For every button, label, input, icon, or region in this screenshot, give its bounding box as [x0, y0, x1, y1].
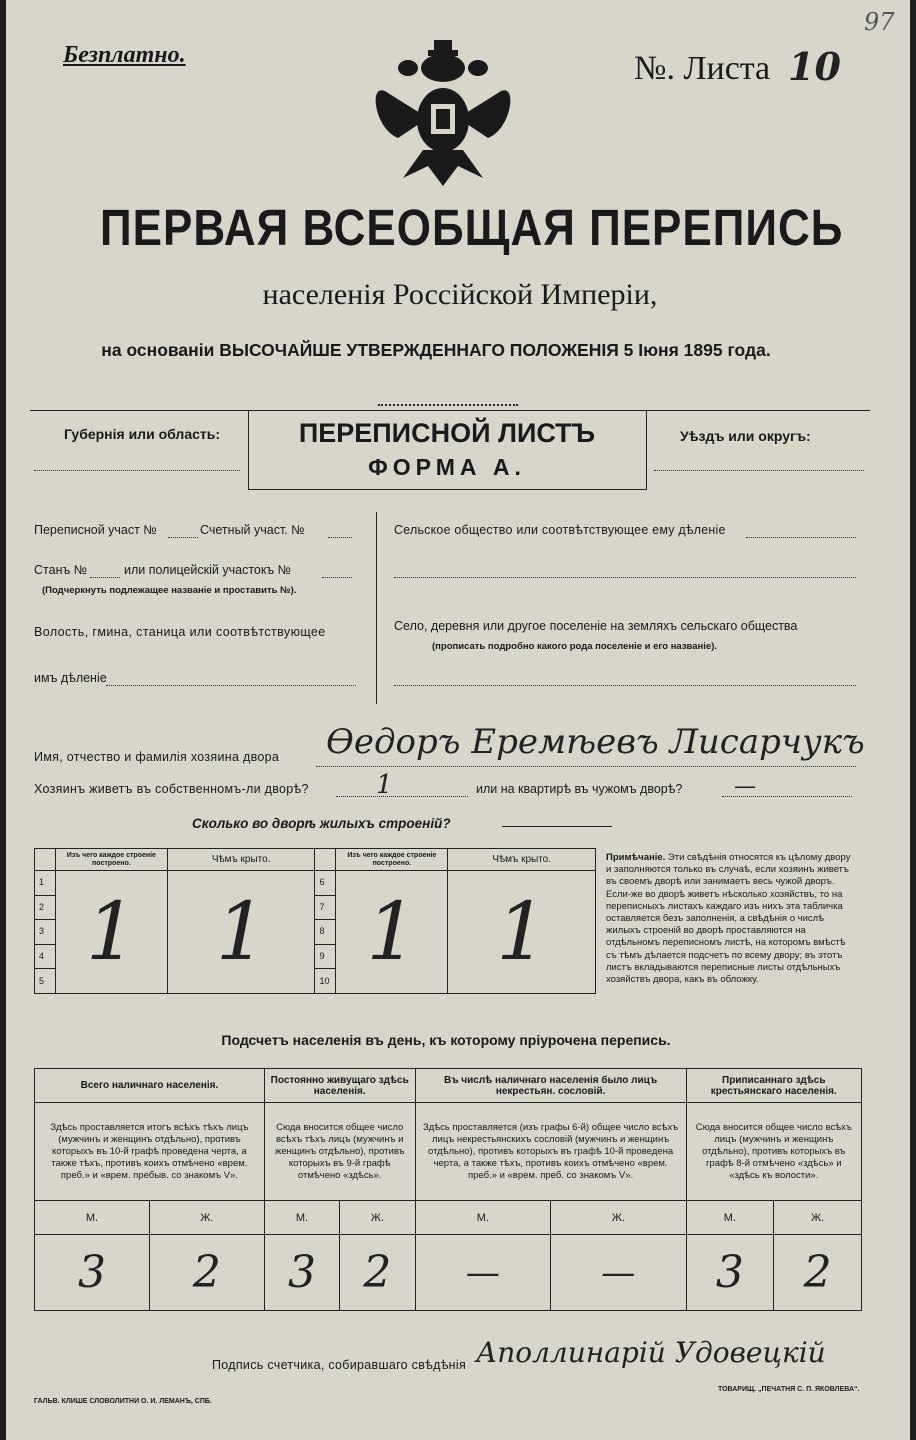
col-material-header-right: Изъ чего каждое строеніе построено. [336, 849, 448, 871]
pop-col-2-desc: Сюда вносится общее число всѣхъ тѣхъ лицъ (мужчинъ и женщинъ отдѣльно), противъ которыхъ въ 9-й графѣ отмѣчено «здѣсь». [264, 1103, 415, 1201]
signature-label: Подпись счетчика, собиравшаго свѣдѣнія [212, 1358, 467, 1372]
female-header: Ж. [774, 1201, 862, 1235]
census-district-field[interactable] [168, 537, 198, 538]
police-label: или полицейскій участокъ № [124, 563, 292, 577]
male-header: М. [35, 1201, 150, 1235]
sheet-number-value: 10 [788, 44, 841, 89]
gubernia-label: Губернія или область: [64, 426, 221, 442]
village-field[interactable] [394, 685, 856, 686]
village-label: Село, деревня или другое поселеніе на земляхъ сельскаго общества [394, 619, 798, 633]
building-1-roof: 1 [215, 885, 267, 978]
female-header: Ж. [551, 1201, 686, 1235]
row-number: 6 [315, 871, 336, 896]
pop-col-1-header: Всего наличнаго населенія. [35, 1069, 265, 1103]
row-number: 3 [35, 920, 56, 945]
pop-col-3-male[interactable]: — [415, 1235, 550, 1311]
note-title: Примѣчаніе. [606, 852, 666, 863]
form-title: ПЕРЕПИСНОЙ ЛИСТЪ [298, 418, 596, 448]
own-yard-value: 1 [376, 770, 393, 800]
pop-col-4-male[interactable]: 3 [686, 1235, 774, 1311]
col-roof-header-right: Чѣмъ крыто. [448, 849, 596, 871]
double-headed-eagle-emblem [368, 38, 518, 188]
basis-line: на основаніи ВЫСОЧАЙШЕ УТВЕРЖДЕННАГО ПОЛОЖЕНІЯ 5 Іюня 1895 года. [101, 340, 771, 360]
volost-field[interactable] [106, 685, 356, 686]
village-society-label: Сельское общество или соотвѣтствующее ему дѣленіе [394, 523, 726, 537]
sheet-number-label: №. Листа [634, 50, 771, 87]
stan-label: Станъ № [34, 563, 88, 577]
pop-col-1-female[interactable]: 2 [149, 1235, 264, 1311]
stan-field[interactable] [90, 577, 120, 578]
building-2-material: 1 [366, 885, 418, 978]
population-table [34, 1068, 862, 1311]
form-letter: ФОРМА А. [368, 454, 526, 480]
pop-col-4-header: Приписаннаго здѣсь крестьянскаго населенія. [686, 1069, 861, 1103]
building-2-roof: 1 [496, 885, 548, 978]
left-fields [6, 515, 376, 700]
owner-name-label: Имя, отчество и фамилія хозяина двора [34, 750, 280, 764]
row-number: 2 [35, 895, 56, 920]
building-1-material: 1 [85, 885, 137, 978]
col-roof-header: Чѣмъ крыто. [167, 849, 315, 871]
footer-left: ГАЛЬВ. КЛИШЕ СЛОВОЛИТНИ О. И. ЛЕМАНЪ, СПБ. [34, 1398, 212, 1405]
col-material-header: Изъ чего каждое строеніе построено. [55, 849, 167, 871]
pop-col-3-female[interactable]: — [551, 1235, 686, 1311]
row-number: 7 [315, 895, 336, 920]
count-district-field[interactable] [328, 537, 352, 538]
female-header: Ж. [149, 1201, 264, 1235]
row-number: 9 [315, 944, 336, 969]
row-number: 10 [315, 969, 336, 994]
right-fields [376, 515, 876, 700]
owner-name-value: Ѳедоръ Еремѣевъ Лисарчукъ [326, 722, 865, 762]
row-number: 5 [35, 969, 56, 994]
signature-value: Аполлинарій Удовецкій [476, 1336, 826, 1369]
male-header: М. [686, 1201, 774, 1235]
owner-name-field[interactable] [316, 766, 856, 767]
village-society-field-1[interactable] [746, 537, 856, 538]
female-header: Ж. [340, 1201, 415, 1235]
ornament-divider [378, 404, 518, 406]
buildings-question-field[interactable] [502, 826, 612, 827]
pop-col-1-desc: Здѣсь проставляется итогъ всѣхъ тѣхъ лицъ (мужчинъ и женщинъ отдѣльно), противъ которыхъ въ 10-й графѣ проведена черта, а также тѣхъ, противъ коихъ отмѣчено «врем. преб.» и «врем. пребыв. со знакомъ V». [35, 1103, 265, 1201]
uezd-label: Уѣздъ или округъ: [680, 428, 811, 444]
count-district-label: Счетный участ. № [200, 523, 305, 537]
own-yard-field[interactable] [336, 796, 468, 797]
gubernia-field[interactable] [34, 470, 240, 471]
pop-col-2-header: Постоянно живущаго здѣсь населенія. [264, 1069, 415, 1103]
row-number: 8 [315, 920, 336, 945]
police-field[interactable] [322, 577, 352, 578]
rented-value: — [734, 774, 756, 799]
pop-col-3-desc: Здѣсь проставляется (изъ графы 6-й) общее число всѣхъ лицъ некрестьянскихъ сословій (мужчинъ и женщинъ отдѣльно), противъ которыхъ въ графѣ 10-й проведена черта, а также тѣхъ, противъ коихъ отмѣчено «врем. преб.» и «врем. преб. со знакомъ V». [415, 1103, 686, 1201]
male-header: М. [415, 1201, 550, 1235]
subtitle: населенія Россійской Имперіи, [262, 278, 658, 311]
pop-col-3-header: Въ числѣ наличнаго населенія было лицъ некрестьян. сословій. [415, 1069, 686, 1103]
buildings-note [606, 852, 858, 986]
volost-label: Волость, гмина, станица или соотвѣтствующее [34, 625, 326, 639]
underline-note: (Подчеркнуть подлежащее названіе и проставить №). [42, 585, 297, 596]
main-title: ПЕРВАЯ ВСЕОБЩАЯ ПЕРЕПИСЬ [100, 200, 844, 257]
pop-col-2-female[interactable]: 2 [340, 1235, 415, 1311]
census-district-label: Переписной участ № [34, 523, 157, 537]
uezd-field[interactable] [654, 470, 864, 471]
form-box [30, 410, 870, 490]
buildings-question: Сколько во дворѣ жилыхъ строеній? [192, 816, 451, 831]
row-number: 1 [35, 871, 56, 896]
census-sheet [6, 0, 910, 1440]
pop-col-4-female[interactable]: 2 [774, 1235, 862, 1311]
village-note: (прописать подробно какого рода поселеніе и его названіе). [432, 641, 718, 652]
pop-col-4-desc: Сюда вносится общее число всѣхъ лицъ (мужчинъ и женщинъ отдѣльно), противъ которыхъ въ графѣ 8-й отмѣчено «здѣсь» и «здѣсь къ волости». [686, 1103, 861, 1201]
population-title: Подсчетъ населенія въ день, къ которому пріурочена перепись. [221, 1032, 671, 1048]
row-number: 4 [35, 944, 56, 969]
rented-label: или на квартирѣ въ чужомъ дворѣ? [476, 782, 683, 796]
free-label: Безплатно. [63, 42, 186, 68]
archive-number: 97 [864, 8, 895, 36]
note-text: Эти свѣдѣнія относятся къ цѣлому двору и заполняются только въ случаѣ, если хозяинъ живетъ въ своемъ дворѣ или занимаетъ весь чужой дворъ. Если-же во дворѣ живетъ нѣсколько хозяйствъ, то на переписныхъ листахъ каждаго изъ нихъ эта табличка оставляется безъ заполненія, а свѣдѣнія о числѣ жилыхъ строеній во дворѣ проставляются на отдѣльномъ переписномъ листѣ, на которомъ вмѣстѣ съ тѣмъ дѣлается подсчетъ по всему двору; въ этотъ листъ вкладываются переписные листы отдѣльныхъ хозяйствъ двора, какъ въ обложку. [606, 852, 851, 986]
pop-col-2-male[interactable]: 3 [264, 1235, 339, 1311]
own-yard-label: Хозяинъ живетъ въ собственномъ-ли дворѣ? [34, 782, 309, 796]
pop-col-1-male[interactable]: 3 [35, 1235, 150, 1311]
male-header: М. [264, 1201, 339, 1235]
village-society-field-2[interactable] [394, 577, 856, 578]
volost-cont-label: имъ дѣленіе [34, 671, 107, 685]
buildings-table [34, 848, 596, 994]
footer-right: ТОВАРИЩ. „ПЕЧАТНЯ С. П. ЯКОВЛЕВА“. [718, 1386, 860, 1393]
